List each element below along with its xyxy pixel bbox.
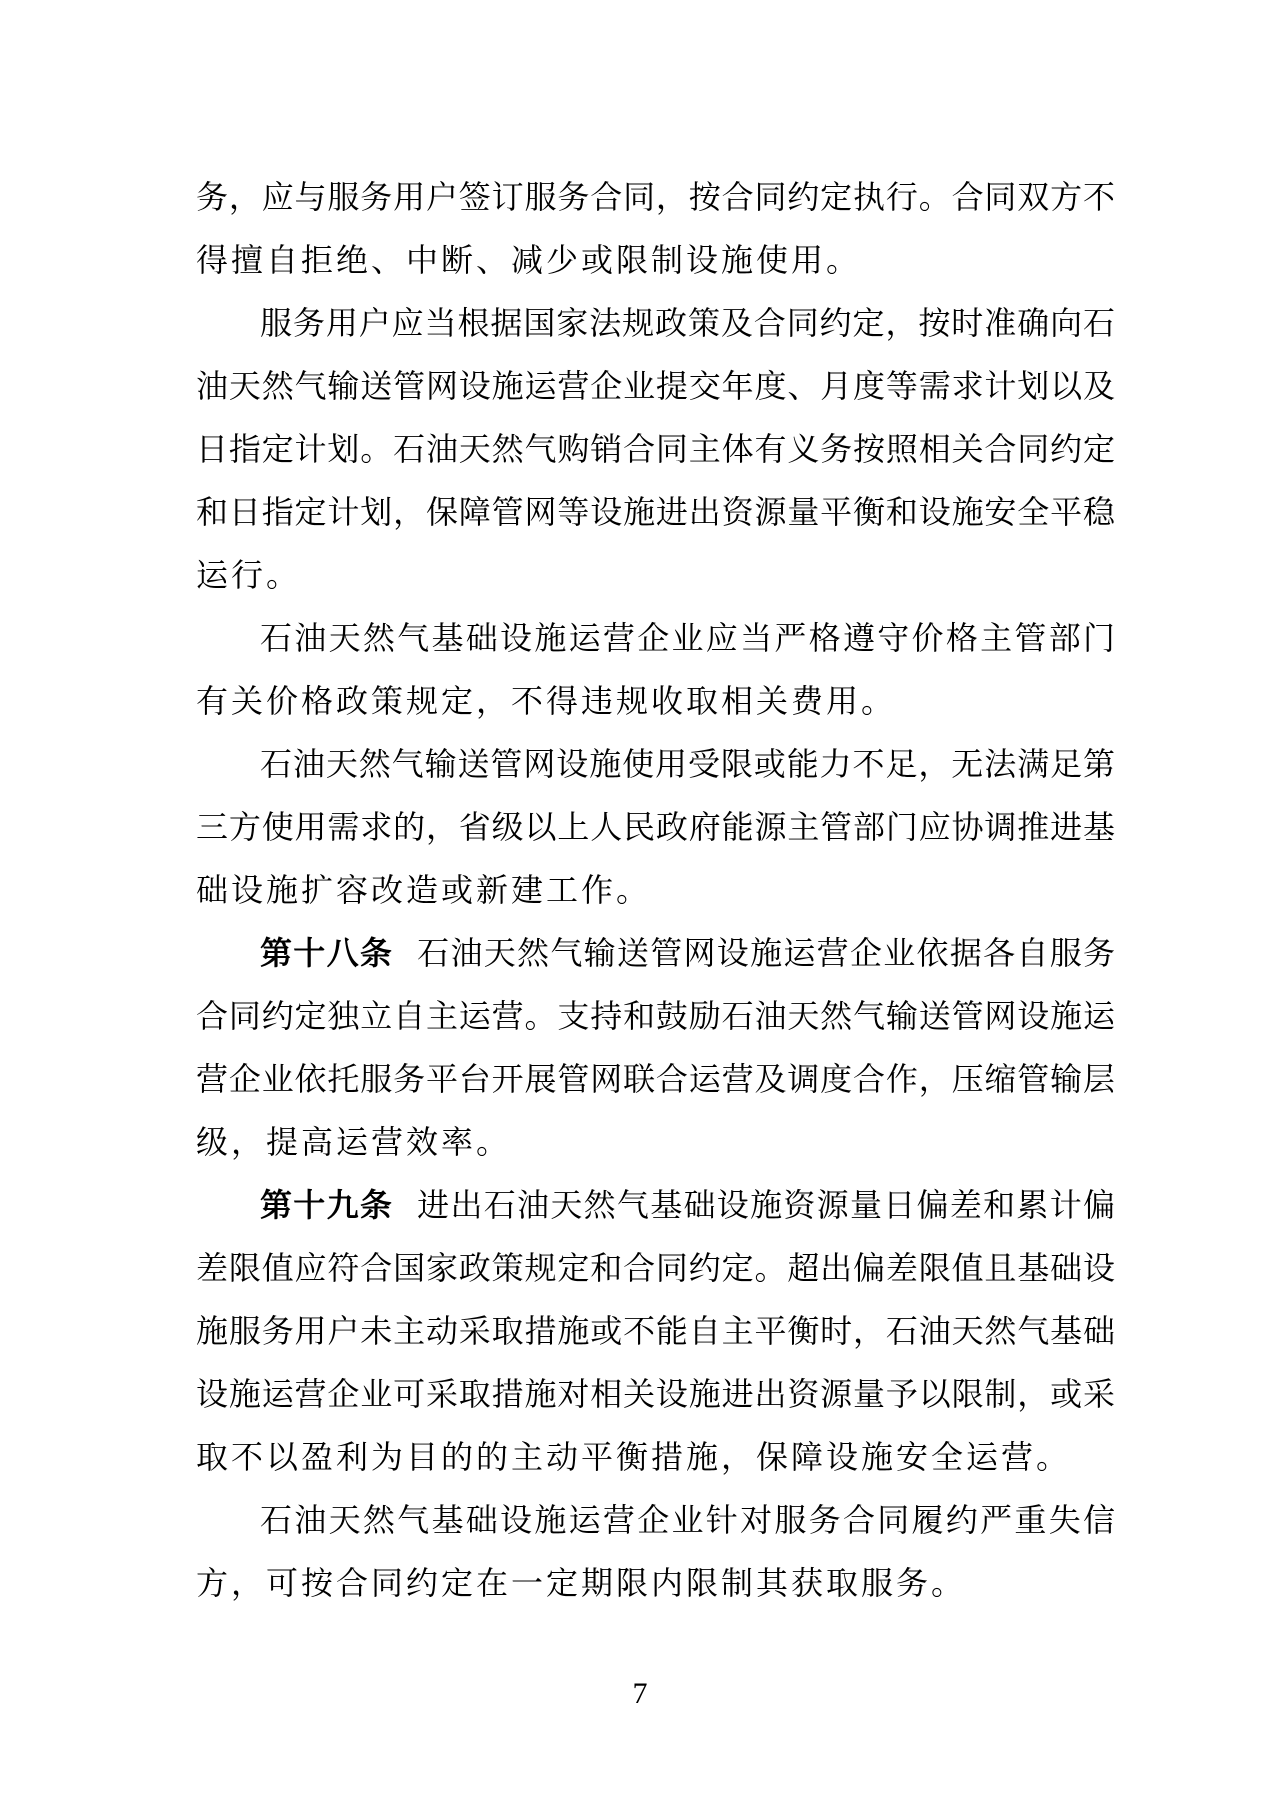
article-number: 第十九条 [260, 1187, 394, 1223]
text-run: 运行。 [196, 557, 302, 593]
text-run: 有关价格政策规定，不得违规收取相关费用。 [196, 683, 897, 719]
text-run: 三方使用需求的，省级以上人民政府能源主管部门应协调推进基 [196, 809, 1115, 845]
text-run: 日指定计划。石油天然气购销合同主体有义务按照相关合同约定 [196, 431, 1115, 467]
text-run: 施服务用户未主动采取措施或不能自主平衡时，石油天然气基础 [196, 1313, 1115, 1349]
text-line [196, 1363, 1115, 1426]
text-run: 石油天然气基础设施运营企业针对服务合同履约严重失信 [260, 1502, 1115, 1538]
text-line [196, 670, 1115, 733]
text-run: 合同约定独立自主运营。支持和鼓励石油天然气输送管网设施运 [196, 998, 1115, 1034]
text-run: 营企业依托服务平台开展管网联合运营及调度合作，压缩管输层 [196, 1061, 1115, 1097]
document-body [196, 166, 1115, 1615]
page-number: 7 [632, 1677, 648, 1710]
text-run: 级，提高运营效率。 [196, 1124, 512, 1160]
text-run: 石油天然气输送管网设施使用受限或能力不足，无法满足第 [260, 746, 1115, 782]
text-line [196, 418, 1115, 481]
text-line [196, 1489, 1115, 1552]
text-line [196, 229, 1115, 292]
text-run: 石油天然气输送管网设施运营企业依据各自服务 [417, 935, 1115, 971]
text-run: 方，可按合同约定在一定期限内限制其获取服务。 [196, 1565, 967, 1601]
text-line [196, 1174, 1115, 1237]
text-run: 础设施扩容改造或新建工作。 [196, 872, 652, 908]
text-line [196, 544, 1115, 607]
text-line [196, 481, 1115, 544]
text-line [196, 1237, 1115, 1300]
text-line [196, 1300, 1115, 1363]
text-run: 油天然气输送管网设施运营企业提交年度、月度等需求计划以及 [196, 368, 1115, 404]
text-line [196, 796, 1115, 859]
text-line [196, 733, 1115, 796]
text-line [196, 1048, 1115, 1111]
text-line [196, 292, 1115, 355]
text-run: 进出石油天然气基础设施资源量日偏差和累计偏 [417, 1187, 1115, 1223]
text-run: 务，应与服务用户签订服务合同，按合同约定执行。合同双方不 [196, 179, 1115, 215]
article-number: 第十八条 [260, 935, 394, 971]
text-line [196, 1111, 1115, 1174]
text-line [196, 985, 1115, 1048]
text-run: 和日指定计划，保障管网等设施进出资源量平衡和设施安全平稳 [196, 494, 1115, 530]
text-run: 设施运营企业可采取措施对相关设施进出资源量予以限制，或采 [196, 1376, 1115, 1412]
text-run: 得擅自拒绝、中断、减少或限制设施使用。 [196, 242, 862, 278]
text-line [196, 859, 1115, 922]
text-line [196, 1552, 1115, 1615]
text-run: 服务用户应当根据国家法规政策及合同约定，按时准确向石 [260, 305, 1115, 341]
text-run: 取不以盈利为目的的主动平衡措施，保障设施安全运营。 [196, 1439, 1072, 1475]
text-line [196, 607, 1115, 670]
text-line [196, 166, 1115, 229]
text-line [196, 1426, 1115, 1489]
text-run: 石油天然气基础设施运营企业应当严格遵守价格主管部门 [260, 620, 1115, 656]
text-line [196, 355, 1115, 418]
text-run: 差限值应符合国家政策规定和合同约定。超出偏差限值且基础设 [196, 1250, 1115, 1286]
text-line [196, 922, 1115, 985]
